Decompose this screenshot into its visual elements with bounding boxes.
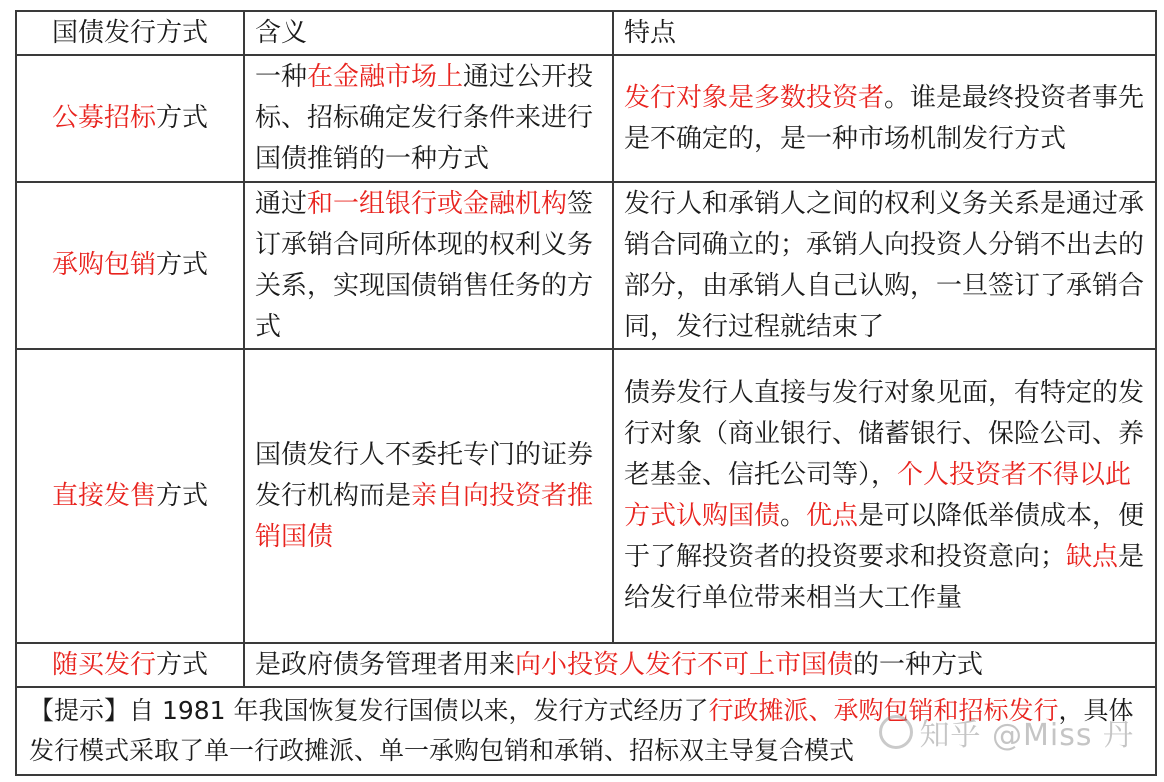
highlight-text: 个人投资者不得以此方式认购国债 bbox=[624, 460, 1132, 531]
meaning-cell bbox=[244, 349, 613, 643]
feature-cell bbox=[613, 55, 1156, 182]
header-method: 国债发行方式 bbox=[16, 11, 244, 55]
method-cell bbox=[16, 643, 244, 687]
highlight-text: 优点 bbox=[806, 501, 859, 531]
highlight-text: 缺点 bbox=[1066, 542, 1119, 572]
body-text: 是可以降低举债成本，便于了解投资者的投资要求和投资意向； bbox=[624, 501, 1145, 572]
meaning-cell bbox=[244, 182, 613, 349]
method-cell bbox=[16, 55, 244, 182]
bond-issuance-table-container bbox=[15, 10, 1155, 772]
table-row bbox=[16, 643, 1156, 687]
highlight-text: 亲自向投资者推销国债 bbox=[255, 480, 594, 552]
header-feature: 特点 bbox=[613, 11, 1156, 55]
highlight-text: 行政摊派、承购包销和招标发行 bbox=[708, 696, 1059, 725]
method-cell bbox=[16, 349, 244, 643]
bond-issuance-table bbox=[15, 10, 1157, 776]
highlight-text: 承购包销 bbox=[51, 250, 156, 280]
body-text: 通过 bbox=[255, 188, 308, 219]
body-text: 方式 bbox=[156, 103, 209, 133]
feature-cell bbox=[613, 182, 1156, 349]
highlight-text: 和一组银行或金融机构 bbox=[307, 188, 568, 219]
highlight-text: 随买发行 bbox=[51, 650, 156, 680]
table-row bbox=[16, 55, 1156, 182]
method-cell bbox=[16, 182, 244, 349]
watermark-text: 知乎 @Miss 丹 bbox=[919, 718, 1134, 753]
body-text: 签订承销合同所体现的权利义务关系，实现国债销售任务的方式 bbox=[255, 188, 594, 342]
table-header-row bbox=[16, 11, 1156, 55]
meaning-cell bbox=[244, 55, 613, 182]
highlight-text: 向小投资人发行不可上市国债 bbox=[515, 650, 854, 680]
body-text: 方式 bbox=[156, 480, 209, 511]
body-text: 。谁是最终投资者事先是不确定的，是一种市场机制发行方式 bbox=[624, 82, 1145, 154]
body-text: 一种 bbox=[255, 62, 308, 92]
body-text: 发行人和承销人之间的权利义务关系是通过承销合同确立的；承销人向投资人分销不出去的部分，由承销人自己认购，一旦签订了承销合同，发行过程就结束了 bbox=[624, 188, 1145, 342]
body-text: 国债发行人不委托专门的证券发行机构而是 bbox=[255, 439, 594, 511]
highlight-text: 公募招标 bbox=[51, 103, 156, 133]
highlight-text: 发行对象是多数投资者 bbox=[624, 82, 885, 113]
tip-cell bbox=[16, 687, 1156, 775]
body-text: 是给发行单位带来相当大工作量 bbox=[624, 542, 1145, 613]
body-text: 。 bbox=[780, 501, 807, 531]
header-meaning: 含义 bbox=[244, 11, 613, 55]
table-row bbox=[16, 182, 1156, 349]
feature-cell bbox=[613, 349, 1156, 643]
highlight-text: 直接发售 bbox=[51, 480, 156, 511]
highlight-text: 在金融市场上 bbox=[307, 62, 464, 92]
tip-row bbox=[16, 687, 1156, 775]
body-text: 方式 bbox=[156, 250, 209, 280]
body-text: ，具体发行模式采取了单一行政摊派、单一承购包销和承销、招标双主导复合模式 bbox=[29, 696, 1134, 765]
body-text: 方式 bbox=[156, 650, 209, 680]
meaning-cell bbox=[244, 643, 1156, 687]
table-row bbox=[16, 349, 1156, 643]
body-text: 债券发行人直接与发行对象见面，有特定的发行对象（商业银行、储蓄银行、保险公司、养老基金、信托公司等）， bbox=[624, 378, 1145, 490]
body-text: 是政府债务管理者用来 bbox=[255, 650, 516, 680]
body-text: 通过公开投标、招标确定发行条件来进行国债推销的一种方式 bbox=[255, 62, 594, 174]
body-text: 的一种方式 bbox=[853, 650, 984, 680]
body-text: 【提示】自 1981 年我国恢复发行国债以来，发行方式经历了 bbox=[29, 696, 709, 725]
